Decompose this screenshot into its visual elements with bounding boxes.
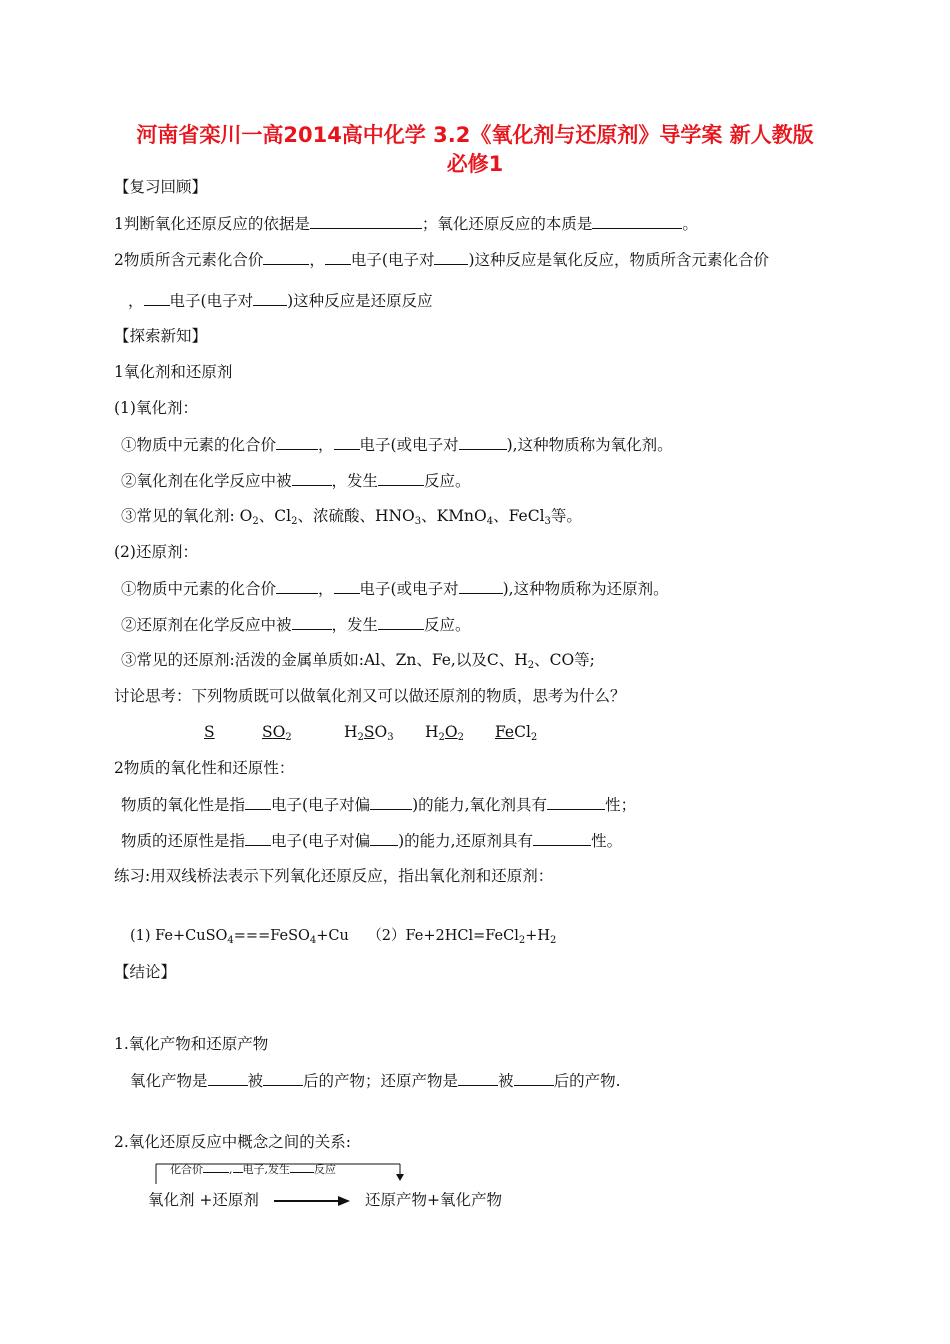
reactants-label: 氧化剂 +还原剂 — [148, 1191, 259, 1209]
practice-equations: (1) Fe+CuSO$_4$===FeSO$_4$+Cu $(2)Fe+2HCl=FeCl_2+H_2$ — [130, 928, 557, 946]
chem-H2SO3: $H_2SO_3$ — [344, 723, 394, 743]
blank-field[interactable] — [290, 1160, 314, 1173]
blank-field[interactable] — [325, 249, 351, 265]
oxidizing-property: 物质的氧化性是指 电子(电子对偏 )的能力,氧化剂具有 性； — [121, 796, 637, 814]
reductant-item-3: ③常见的还原剂:活泼的金属单质如:Al、Zn、Fe,以及C、$H_2$、CO等; — [121, 651, 595, 671]
conclusion-2-title: 2.氧化还原反应中概念之间的关系: — [114, 1133, 352, 1151]
chem-FeCl2: FeCl$_2$ — [495, 723, 538, 743]
reductant-item-2: ②还原剂在化学反应中被 ，发生 反应。 — [121, 616, 471, 634]
blank-field[interactable] — [370, 830, 398, 846]
blank-field[interactable] — [208, 1070, 248, 1086]
review-question-2: 2物质所含元素化合价 ， 电子(电子对 )这种反应是氧化反应，物质所含元素化合价 — [114, 251, 770, 269]
blank-field[interactable] — [233, 1160, 243, 1173]
chem-S: S — [204, 723, 215, 741]
blank-field[interactable] — [253, 290, 287, 306]
section-2-title: 2物质的氧化性和还原性： — [114, 759, 295, 777]
blank-field[interactable] — [459, 434, 507, 450]
document-title-line2: 必修1 — [446, 152, 504, 176]
chem-H2O2: $H_2O_2$ — [425, 723, 464, 743]
reducing-property: 物质的还原性是指 电子(电子对偏 )的能力,还原剂具有 性。 — [121, 832, 623, 850]
conclusion-heading: 【结论】 — [114, 963, 177, 981]
review-question-1: 1判断氧化还原反应的依据是 ；氧化还原反应的本质是 。 — [114, 215, 698, 233]
reaction-arrow — [274, 1195, 354, 1207]
section-1-title: 1氧化剂和还原剂 — [114, 363, 233, 381]
oxidant-item-3: ③常见的氧化剂: $O_2$、$Cl_2$、浓硫酸、$HNO_3$、KMnO$_4$、FeCl$_3$等。 — [121, 507, 582, 527]
relation-bracket-label: 化合价 , 电子,发生 反应 — [170, 1160, 336, 1178]
blank-field[interactable] — [292, 470, 332, 486]
blank-field[interactable] — [334, 434, 360, 450]
blank-field[interactable] — [370, 794, 412, 810]
blank-field[interactable] — [203, 1160, 229, 1173]
blank-field[interactable] — [378, 614, 424, 630]
blank-field[interactable] — [245, 794, 271, 810]
review-heading: 【复习回顾】 — [114, 178, 208, 196]
reductant-heading: (2)还原剂： — [114, 543, 198, 561]
chem-SO2: $SO_2$ — [262, 723, 292, 743]
products-label: 还原产物+氧化产物 — [365, 1191, 502, 1209]
oxidant-heading: (1)氧化剂： — [114, 399, 198, 417]
oxidant-item-1: ①物质中元素的化合价 ， 电子(或电子对 ),这种物质称为氧化剂。 — [121, 436, 673, 454]
practice-prompt: 练习:用双线桥法表示下列氧化还原反应，指出氧化剂和还原剂： — [114, 867, 554, 885]
blank-field[interactable] — [310, 213, 422, 229]
document-title-line1: 河南省栾川一高2014高中化学 3.2《氧化剂与还原剂》导学案 新人教版 — [136, 123, 814, 147]
blank-field[interactable] — [378, 470, 424, 486]
blank-field[interactable] — [533, 830, 591, 846]
conclusion-1-text: 氧化产物是 被 后的产物；还原产物是 被 后的产物. — [130, 1072, 621, 1090]
blank-field[interactable] — [263, 249, 309, 265]
blank-field[interactable] — [276, 434, 318, 450]
blank-field[interactable] — [334, 578, 360, 594]
blank-field[interactable] — [434, 249, 468, 265]
blank-field[interactable] — [459, 578, 503, 594]
blank-field[interactable] — [245, 830, 271, 846]
oxidant-item-2: ②氧化剂在化学反应中被 ，发生 反应。 — [121, 472, 471, 490]
blank-field[interactable] — [263, 1070, 303, 1086]
reductant-item-1: ①物质中元素的化合价 ， 电子(或电子对 ),这种物质称为还原剂。 — [121, 580, 669, 598]
conclusion-1-title: 1.氧化产物和还原产物 — [114, 1035, 269, 1053]
explore-heading: 【探索新知】 — [114, 327, 208, 345]
blank-field[interactable] — [547, 794, 605, 810]
blank-field[interactable] — [592, 213, 682, 229]
blank-field[interactable] — [292, 614, 332, 630]
blank-field[interactable] — [144, 290, 170, 306]
blank-field[interactable] — [514, 1070, 554, 1086]
discussion-prompt: 讨论思考：下列物质既可以做氧化剂又可以做还原剂的物质，思考为什么？ — [114, 687, 626, 705]
review-question-2-cont: ， 电子(电子对 )这种反应是还原反应 — [128, 292, 433, 310]
blank-field[interactable] — [458, 1070, 498, 1086]
blank-field[interactable] — [276, 578, 318, 594]
